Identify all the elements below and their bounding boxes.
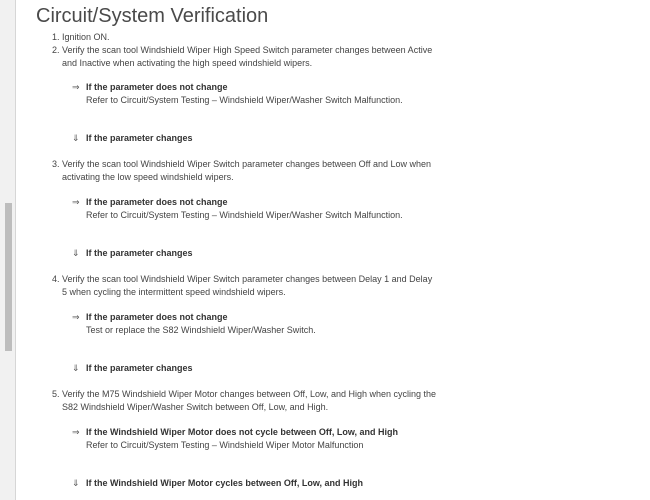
step-3 [52,158,452,183]
result-not-changed [72,81,228,94]
step-5 [52,388,452,413]
right-arrow-icon: ⇒ [72,197,80,207]
result-action: Test or replace the S82 Windshield Wiper/Washer Switch. [86,325,316,335]
result-condition: If the parameter changes [86,248,193,258]
right-arrow-icon: ⇒ [72,312,80,322]
step-text-continued: 5 when cycling the intermittent speed windshield wipers. [62,286,286,297]
result-condition: If the parameter changes [86,363,193,373]
result-action: Refer to Circuit/System Testing – Windshield Wiper/Washer Switch Malfunction. [86,210,403,220]
down-arrow-icon: ⇓ [72,133,80,143]
scrollbar-thumb[interactable] [5,203,12,351]
right-arrow-icon: ⇒ [72,82,80,92]
result-changed [72,247,193,260]
step-2 [52,44,452,69]
step-text-continued: S82 Windshield Wiper/Washer Switch between Off, Low, and High. [62,401,329,412]
result-condition: If the Windshield Wiper Motor does not cycle between Off, Low, and High [86,427,399,437]
page-title: Circuit/System Verification [36,5,269,27]
result-condition: If the parameter does not change [86,197,228,207]
result-motor-cycles [72,477,363,490]
step-number: 2. [52,45,60,55]
result-condition: If the parameter changes [86,133,193,143]
down-arrow-icon: ⇓ [72,363,80,373]
down-arrow-icon: ⇓ [72,478,80,488]
step-text: Ignition ON. [62,32,110,42]
result-motor-not-cycle [72,426,398,439]
result-changed [72,362,193,375]
result-condition: If the parameter does not change [86,312,228,322]
result-not-changed [72,196,228,209]
result-condition: If the parameter does not change [86,82,228,92]
step-4 [52,273,452,298]
step-text-continued: activating the low speed windshield wipers. [62,171,234,182]
result-action: Refer to Circuit/System Testing – Windshield Wiper/Washer Switch Malfunction. [86,95,403,105]
step-1 [52,31,452,44]
result-not-changed [72,311,228,324]
step-text: Verify the M75 Windshield Wiper Motor changes between Off, Low, and High when cycling the [62,389,437,399]
result-action: Refer to Circuit/System Testing – Windshield Wiper Motor Malfunction [86,440,364,450]
step-text-continued: and Inactive when activating the high speed windshield wipers. [62,57,313,68]
document-content [36,0,636,500]
step-number: 5. [52,389,60,399]
step-number: 1. [52,32,60,42]
result-changed [72,132,193,145]
step-text: Verify the scan tool Windshield Wiper Switch parameter changes between Off and Low when [62,159,432,169]
result-condition: If the Windshield Wiper Motor cycles between Off, Low, and High [86,478,364,488]
step-text: Verify the scan tool Windshield Wiper High Speed Switch parameter changes between Active [62,45,433,55]
vertical-scrollbar[interactable] [0,0,16,500]
right-arrow-icon: ⇒ [72,427,80,437]
step-number: 4. [52,274,60,284]
step-text: Verify the scan tool Windshield Wiper Switch parameter changes between Delay 1 and Delay [62,274,433,284]
down-arrow-icon: ⇓ [72,248,80,258]
step-number: 3. [52,159,60,169]
